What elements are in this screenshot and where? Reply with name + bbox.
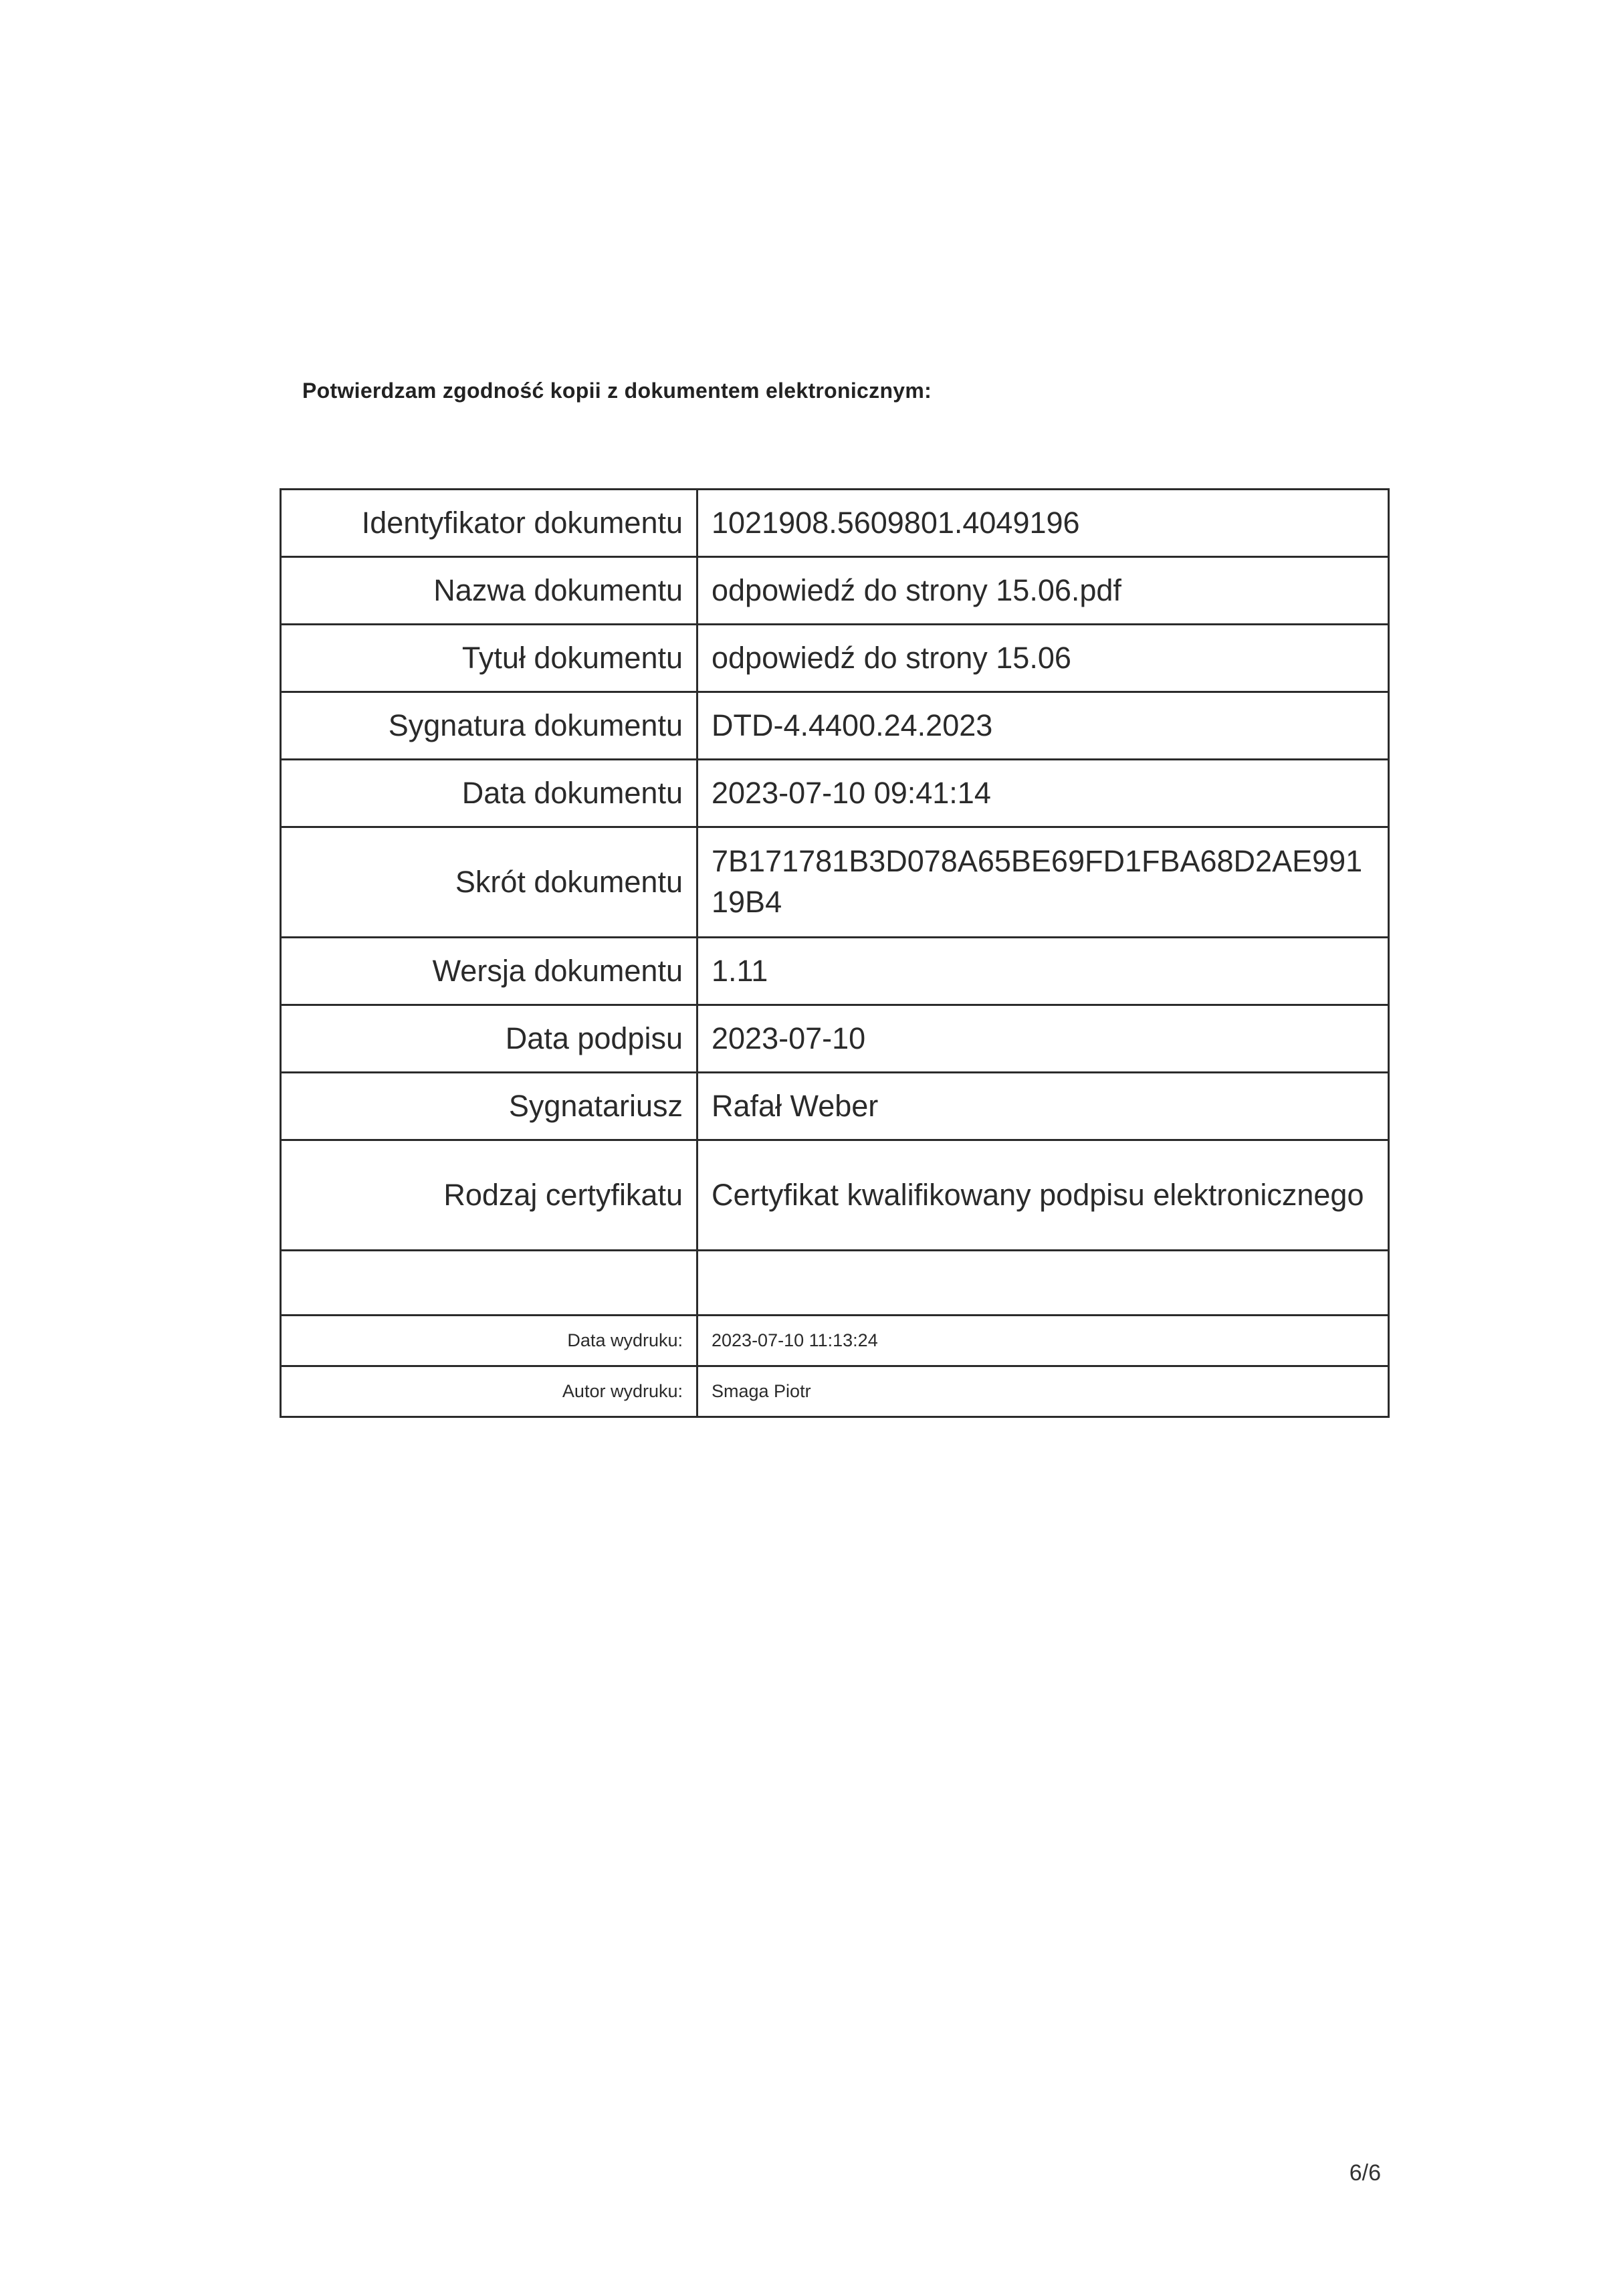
document-date-value: 2023-07-10 09:41:14: [697, 760, 1389, 827]
signatory-label: Sygnatariusz: [281, 1073, 697, 1140]
document-id-value: 1021908.5609801.4049196: [697, 490, 1389, 557]
document-name-value: odpowiedź do strony 15.06.pdf: [697, 557, 1389, 625]
document-hash-value: 7B171781B3D078A65BE69FD1FBA68D2AE99119B4: [697, 827, 1389, 938]
print-author-label: Autor wydruku:: [281, 1366, 697, 1417]
print-date-value: 2023-07-10 11:13:24: [697, 1316, 1389, 1366]
empty-cell: [281, 1251, 697, 1316]
table-row: [281, 760, 1389, 827]
table-row: [281, 1005, 1389, 1073]
page-number: 6/6: [1349, 2160, 1381, 2186]
table-row: [281, 1073, 1389, 1140]
document-title-value: odpowiedź do strony 15.06: [697, 625, 1389, 692]
confirmation-heading: Potwierdzam zgodność kopii z dokumentem elektronicznym:: [302, 379, 932, 403]
document-metadata-table: [280, 488, 1390, 1418]
table-row: [281, 1366, 1389, 1417]
document-version-label: Wersja dokumentu: [281, 938, 697, 1005]
print-author-value: Smaga Piotr: [697, 1366, 1389, 1417]
table-row: [281, 1316, 1389, 1366]
signing-date-value: 2023-07-10: [697, 1005, 1389, 1073]
table-row: [281, 625, 1389, 692]
document-hash-label: Skrót dokumentu: [281, 827, 697, 938]
document-signature-value: DTD-4.4400.24.2023: [697, 692, 1389, 760]
table-row: [281, 490, 1389, 557]
document-signature-label: Sygnatura dokumentu: [281, 692, 697, 760]
table-row: [281, 1140, 1389, 1251]
table-row-empty: [281, 1251, 1389, 1316]
document-id-label: Identyfikator dokumentu: [281, 490, 697, 557]
signatory-value: Rafał Weber: [697, 1073, 1389, 1140]
table-row: [281, 557, 1389, 625]
table-row: [281, 827, 1389, 938]
document-version-value: 1.11: [697, 938, 1389, 1005]
document-title-label: Tytuł dokumentu: [281, 625, 697, 692]
table-row: [281, 692, 1389, 760]
document-date-label: Data dokumentu: [281, 760, 697, 827]
certificate-type-label: Rodzaj certyfikatu: [281, 1140, 697, 1251]
table-row: [281, 938, 1389, 1005]
print-date-label: Data wydruku:: [281, 1316, 697, 1366]
signing-date-label: Data podpisu: [281, 1005, 697, 1073]
document-name-label: Nazwa dokumentu: [281, 557, 697, 625]
certificate-type-value: Certyfikat kwalifikowany podpisu elektronicznego: [697, 1140, 1389, 1251]
empty-cell: [697, 1251, 1389, 1316]
